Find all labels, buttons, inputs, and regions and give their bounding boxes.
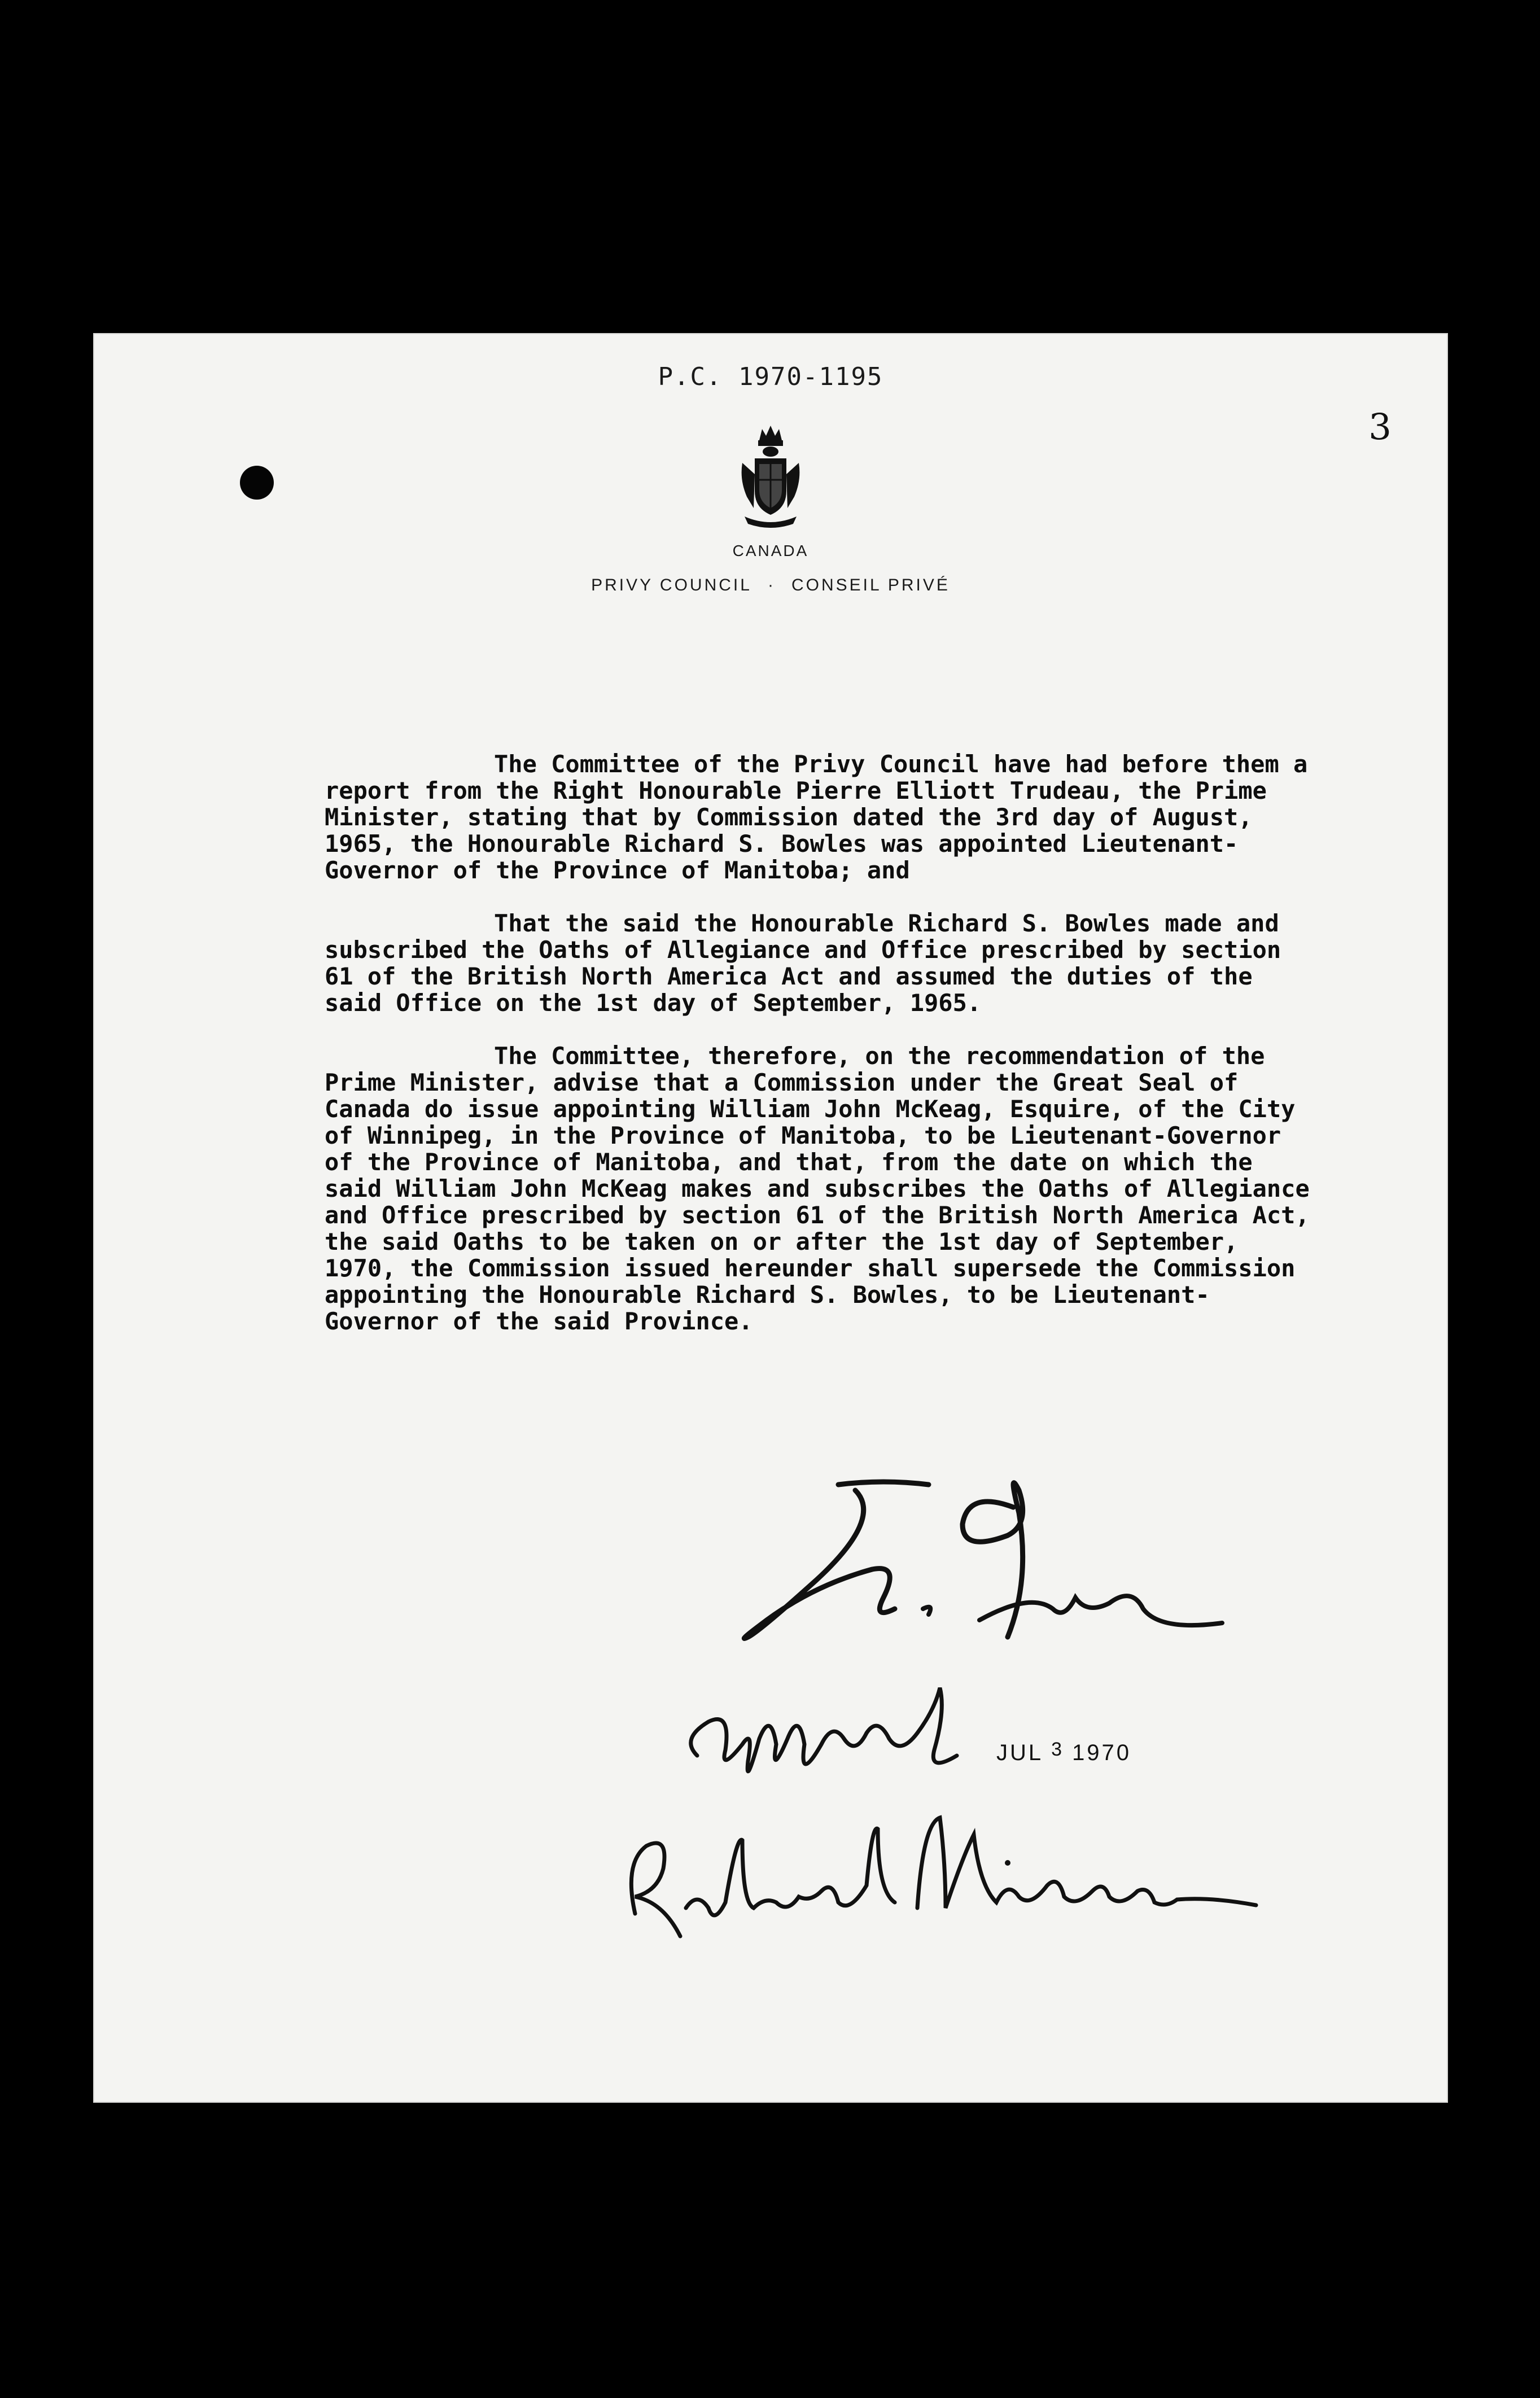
stamp-year: 1970 [1072, 1740, 1132, 1765]
punch-hole [240, 466, 274, 500]
council-en: PRIVY COUNCIL [591, 576, 752, 594]
council-header [93, 576, 1448, 595]
document-page [93, 333, 1448, 2103]
council-fr: CONSEIL PRIVÉ [791, 576, 950, 594]
council-separator: · [767, 576, 776, 594]
paragraph-2: That the said the Honourable Richard S. Bowles made and subscribed the Oaths of Allegiance and Office prescribed by section 61 of the British North America Act and assumed the duties of the said Office on the 1st day of September, 1965. [325, 909, 1296, 1017]
approval-date-stamp [996, 1739, 1131, 1766]
order-body [325, 750, 1324, 1361]
coat-of-arms-icon [737, 423, 804, 531]
prime-minister-signature [714, 1468, 1313, 1671]
paragraph-1: The Committee of the Privy Council have had before them a report from the Right Honourable Pierre Elliott Trudeau, the Prime Minister, stating that by Commission dated the 3rd day of August, 1965, the Honourable Richard S. Bowles was appointed Lieutenant-Governor of the Province of Manitoba; and [325, 750, 1322, 884]
governor-general-signature [601, 1778, 1279, 1948]
paragraph-3: The Committee, therefore, on the recommendation of the Prime Minister, advise that a Commission under the Great Seal of Canada do issue appointing William John McKeag, Esquire, of the City of Winnipeg, in the Province of Manitoba, to be Lieutenant-Governor of the Province of Manitoba, and that, from the date on which the said William John McKeag makes and subscribes the Oaths of Allegiance and Office prescribed by section 61 of the British North America Act, the said Oaths to be taken on or after the 1st day of September, 1970, the Commission issued hereunder shall supersede the Commission appointing the Honourable Richard S. Bowles, to be Lieutenant-Governor of the said Province. [325, 1042, 1324, 1335]
stamp-day: 3 [1051, 1739, 1065, 1760]
page-number: 3 [1368, 406, 1392, 448]
stamp-month: JUL [996, 1740, 1044, 1765]
order-number: P.C. 1970-1195 [658, 362, 883, 391]
country-label: CANADA [732, 542, 809, 559]
